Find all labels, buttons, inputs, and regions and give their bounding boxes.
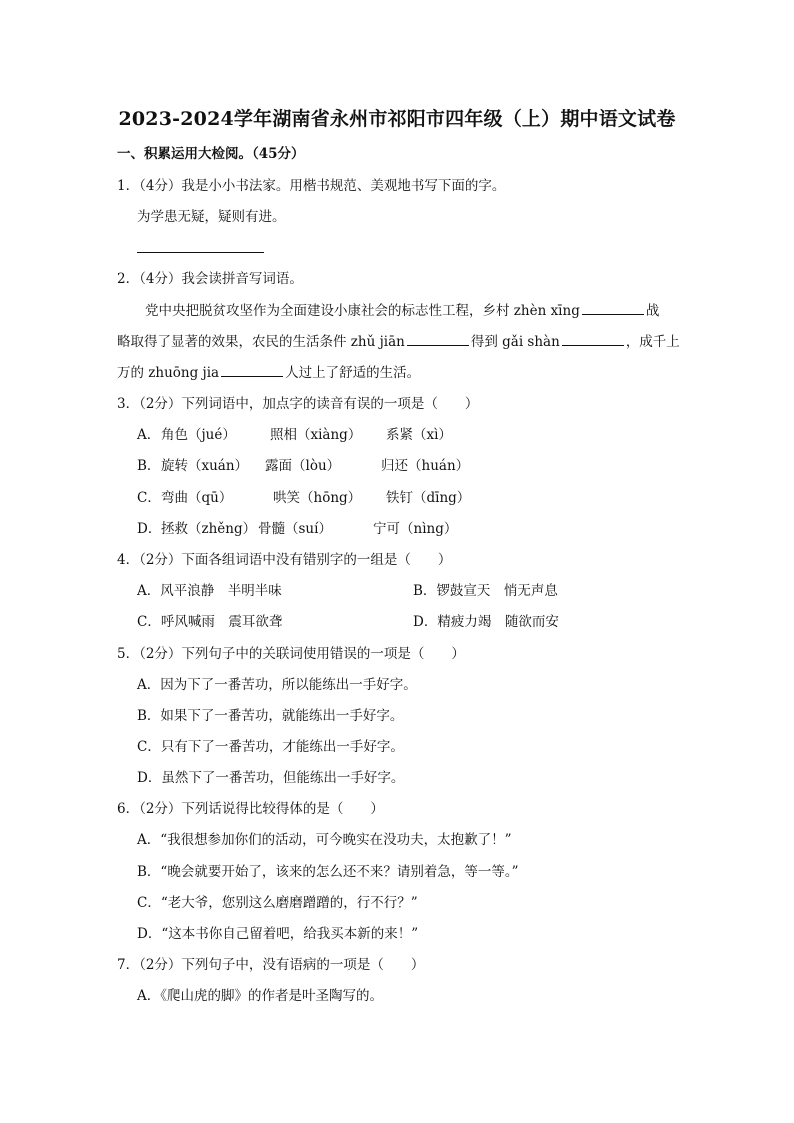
answer-blank-zhujian[interactable] [407,333,469,346]
q5-option-c: C．只有下了一番苦功，才能练出一手好字。 [137,739,404,755]
question-7-stem: 7．（2分）下列句子中，没有语病的一项是（ ） [117,957,425,973]
answer-blank-zhuangjia[interactable] [221,364,283,377]
question-6-stem: 6．（2分）下列话说得比较得体的是（ ） [117,801,384,817]
answer-blank-zhenxing[interactable] [582,302,644,315]
q2-text-3a: 万的 zhuōng jia [117,365,220,381]
q6-option-b: B．“晚会就要开始了，该来的怎么还不来？请别着急，等一等。” [137,864,519,880]
question-3-stem: 3．（2分）下列词语中，加点字的读音有误的一项是（ ） [117,396,479,412]
q4-option-a: A．风平浪静 半明半味 [137,583,282,599]
q2-text-1a: 党中央把脱贫攻坚作为全面建设小康社会的标志性工程，乡村 zhèn xīng [145,303,580,319]
q4-option-b: B．锣鼓宣天 悄无声息 [413,583,558,599]
q5-option-a: A．因为下了一番苦功，所以能练出一手好字。 [137,677,417,693]
q3-option-b-word-1: 旋转（xuán） [161,458,249,474]
q7-option-a: A．《爬山虎的脚》的作者是叶圣陶写的。 [137,988,383,1004]
q2-text-2c: ，成千上 [625,334,680,350]
question-2-stem: 2．（4分）我会读拼音写词语。 [117,271,303,287]
q3-option-a-word-1: 角色（jué） [161,427,236,443]
section-heading: 一、积累运用大检阅。（45分） [117,146,305,162]
question-5-stem: 5．（2分）下列句子中的关联词使用错误的一项是（ ） [117,646,465,662]
q3-option-b-word-3: 归还（huán） [381,458,470,474]
q3-option-a-word-2: 照相（xiàng） [270,427,362,443]
q5-option-b: B．如果下了一番苦功，就能练出一手好字。 [137,708,404,724]
q3-option-c-word-3: 铁钉（dīng） [386,490,471,506]
q6-option-c: C．“老大爷，您别这么磨磨蹭蹭的，行不行？” [137,895,418,911]
answer-blank-gaishan[interactable] [562,333,624,346]
question-2-line-3 [117,364,420,382]
q2-text-2b: 得到 gǎi shàn [470,334,560,350]
q3-option-a-word-3: 系紧（xì） [386,427,452,443]
q3-option-d-word-3: 宁可（nìng） [373,521,458,537]
question-1-text: 为学患无疑，疑则有进。 [137,209,286,225]
page-title: 2023-2024学年湖南省永州市祁阳市四年级（上）期中语文试卷 [118,108,676,130]
q3-option-b-word-2: 露面（lòu） [265,458,341,474]
question-2-line-2 [117,333,680,351]
q3-option-c-word-1: 弯曲（qū） [161,490,233,506]
q6-option-a: A．“我很想参加你们的活动，可今晚实在没功夫，太抱歉了！” [137,832,512,848]
q3-option-d-word-1: 拯救（zhěng） [161,521,257,537]
q3-option-b-label: B． [137,458,161,474]
answer-blank-q1[interactable] [137,252,264,253]
q5-option-d: D．虽然下了一番苦功，但能练出一手好字。 [137,770,405,786]
q3-option-d-word-2: 骨髓（suí） [258,521,332,537]
q4-option-c: C．呼风喊雨 震耳欲聋 [137,614,283,630]
q4-option-d: D．精疲力竭 随欲而安 [413,614,559,630]
question-1-stem: 1．（4分）我是小小书法家。用楷书规范、美观地书写下面的字。 [117,178,506,194]
q2-text-2a: 略取得了显著的效果，农民的生活条件 zhǔ jiān [117,334,405,350]
q6-option-d: D．“这本书你自己留着吧，给我买本新的来！” [137,926,419,942]
q3-option-d-label: D． [137,521,162,537]
q3-option-c-label: C． [137,490,161,506]
question-4-stem: 4．（2分）下面各组词语中没有错别字的一组是（ ） [117,552,452,568]
q3-option-a-label: A． [137,427,161,443]
q2-text-1b: 战 [645,303,660,319]
question-2-line-1 [145,302,659,320]
q2-text-3b: 人过上了舒适的生活。 [285,365,421,381]
q3-option-c-word-2: 哄笑（hōng） [273,490,362,506]
